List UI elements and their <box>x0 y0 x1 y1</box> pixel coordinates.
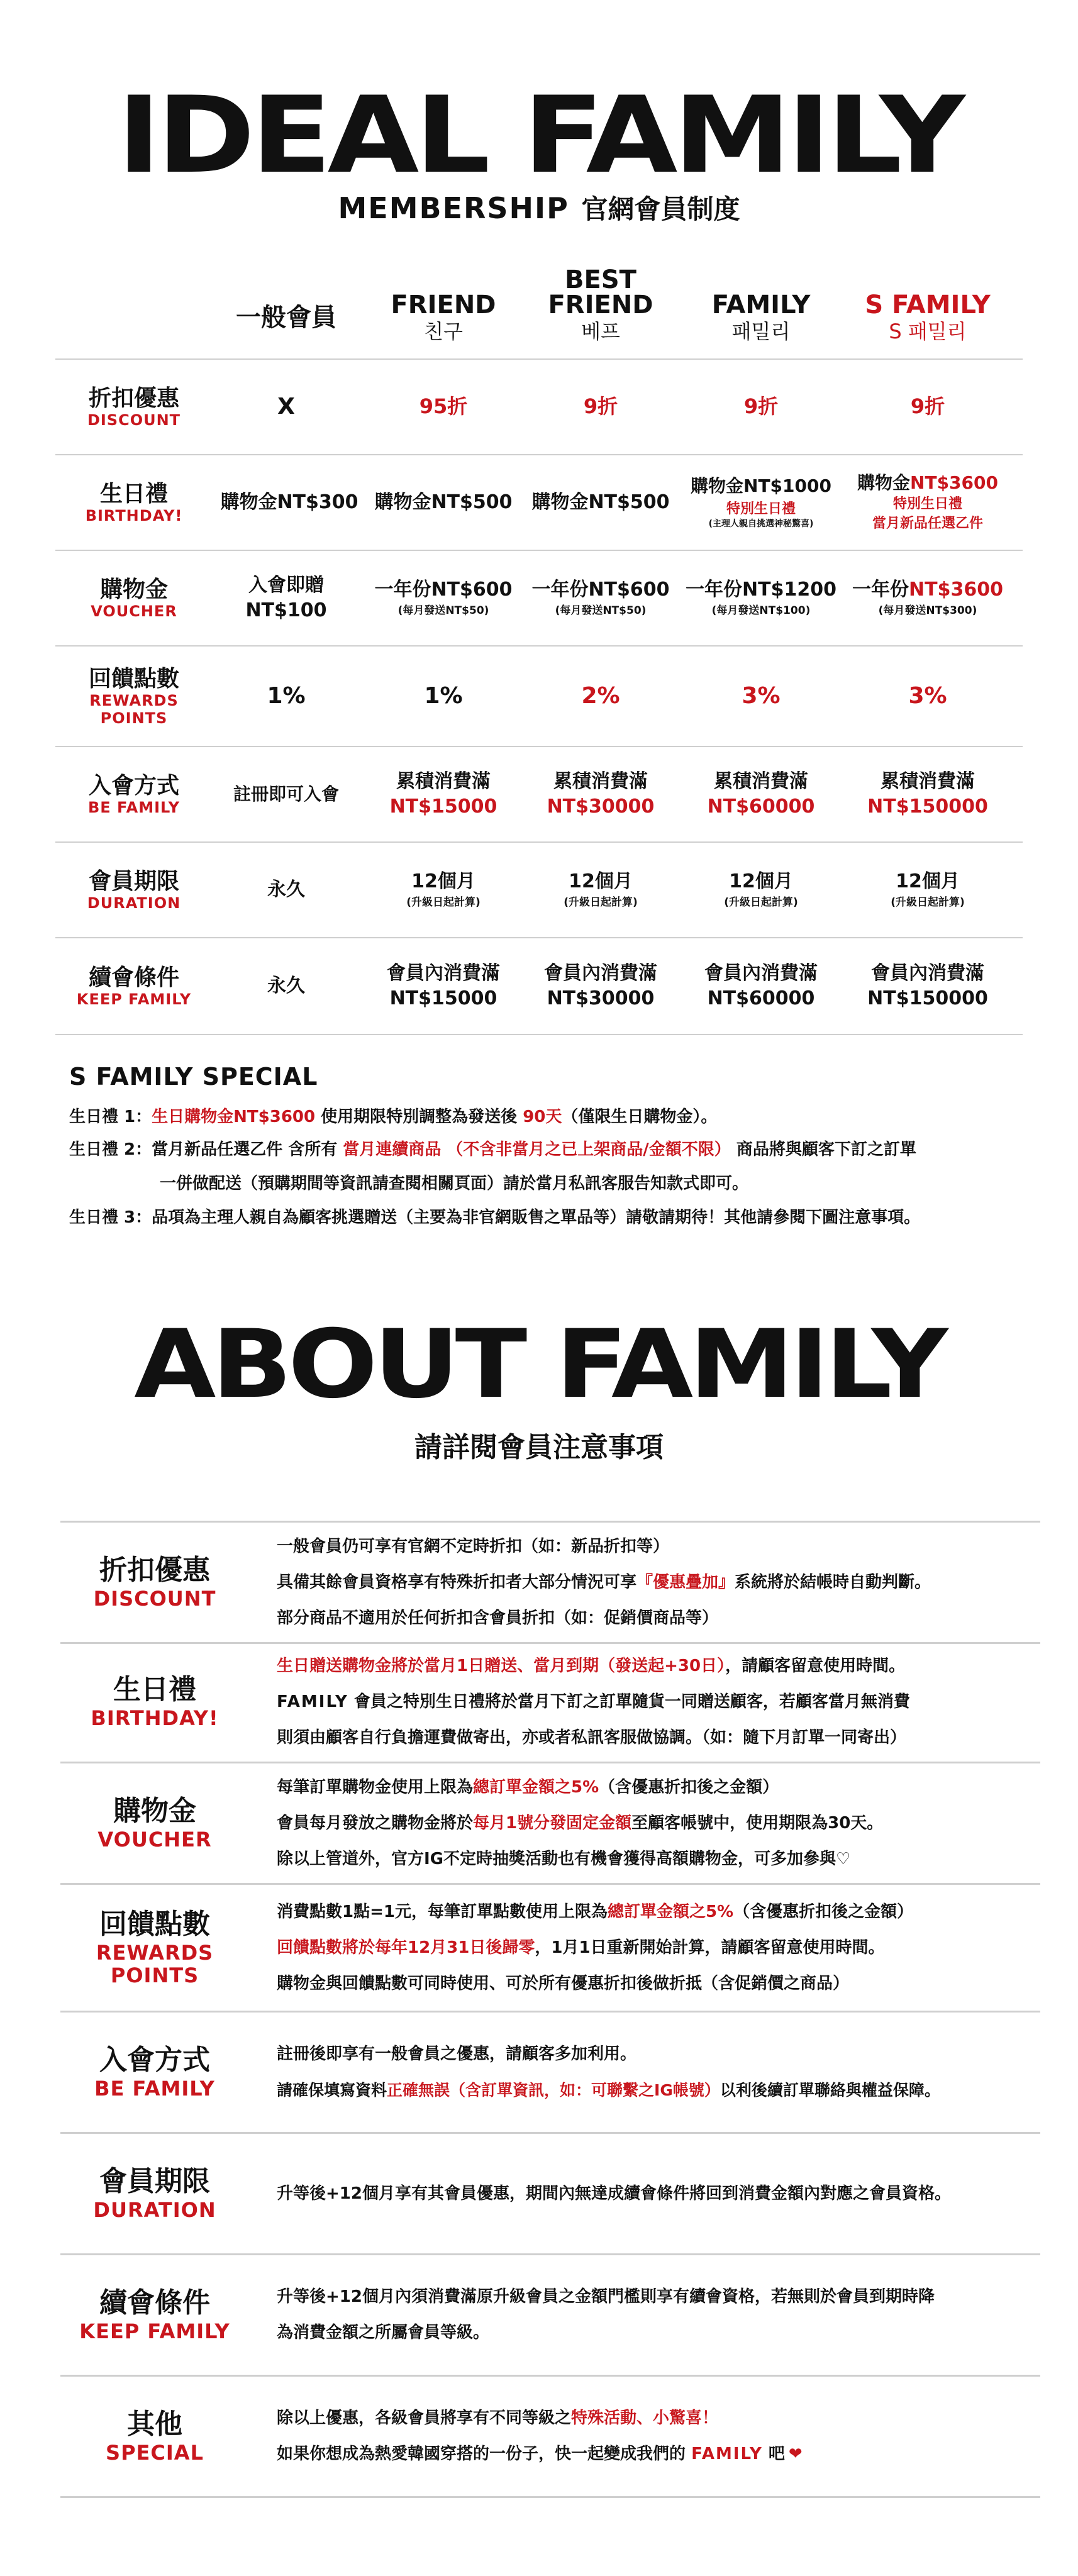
text: 除以上優惠，各級會員將享有不同等級之 <box>277 2409 572 2428</box>
cell-friend <box>365 843 522 937</box>
value-note: (主理人親自挑選神秘驚喜) <box>708 518 814 529</box>
tier-header-family <box>679 264 843 346</box>
text: 使用期限特別調整為發送後 <box>315 1108 523 1126</box>
highlight: 當月連續商品 （不含非當月之已上架商品/金額不限） <box>343 1140 731 1159</box>
cell-general: 永久 <box>267 878 305 901</box>
label-en-2: POINTS <box>110 1963 199 1988</box>
value-amount: NT$3600 <box>909 579 1003 601</box>
label-en: REWARDS <box>96 1940 214 1965</box>
label-en: DISCOUNT <box>93 1587 216 1611</box>
label-en: KEEP FAMILY <box>79 2319 230 2343</box>
row-label <box>55 647 213 746</box>
cell-friend <box>365 551 522 645</box>
cell-best-friend: 購物金NT$500 <box>531 491 670 513</box>
label-en: VOUCHER <box>91 602 177 620</box>
text: （含優惠折扣後之金額） <box>599 1777 779 1797</box>
tier-s-family-ko: S 패밀리 <box>889 319 967 344</box>
text-line <box>277 1565 931 1601</box>
value: 會員內消費滿 <box>871 962 984 984</box>
row-label <box>55 360 213 454</box>
cell-friend: 1% <box>424 682 463 709</box>
cell-friend <box>365 938 522 1034</box>
cell-best-friend <box>522 938 679 1034</box>
value-amount: NT$150000 <box>867 796 988 818</box>
cell-family <box>679 843 843 937</box>
text-line: 註冊後即享有一般會員之優惠，請顧客多加利用。 <box>277 2045 637 2063</box>
heart-icon: ❤ <box>788 2445 803 2463</box>
text: 生日禮 1： <box>69 1108 152 1126</box>
row-points <box>55 647 1023 747</box>
about-label <box>60 1642 249 1762</box>
label-en: BE FAMILY <box>87 798 180 816</box>
value-extra-2: 當月新品任選乙件 <box>872 515 983 531</box>
label-zh: 入會方式 <box>99 2044 210 2077</box>
value-note: (每月發送NT$50) <box>555 604 647 617</box>
label-zh: 折扣優惠 <box>88 385 179 411</box>
highlight: 特殊活動、小驚喜！ <box>571 2409 719 2428</box>
value <box>852 577 1003 603</box>
text: 系統將於結帳時自動判斷。 <box>735 1572 931 1592</box>
value-note: (升級日起計算) <box>564 896 638 909</box>
tier-family-en: FAMILY <box>711 291 811 320</box>
label-zh: 回饋點數 <box>99 1907 210 1940</box>
about-label <box>60 1885 249 2011</box>
text-line <box>277 1930 913 1966</box>
tier-header-s-family <box>843 264 1013 346</box>
value-note: (升級日起計算) <box>406 896 481 909</box>
row-duration <box>55 843 1023 938</box>
value: 12個月 <box>569 870 633 892</box>
cell-s-family: 9折 <box>910 394 945 419</box>
membership-label-zh: 官網會員制度 <box>581 194 740 225</box>
cell-general: 永久 <box>267 974 305 997</box>
value-extra: 特別生日禮 <box>892 496 962 513</box>
highlight: 『優惠疊加』 <box>636 1572 735 1592</box>
cell-general: X <box>277 393 295 419</box>
label-en: BIRTHDAY! <box>85 506 183 525</box>
tier-general-label: 一般會員 <box>236 303 336 332</box>
row-label <box>55 747 213 841</box>
value-amount: NT$15000 <box>389 796 497 818</box>
brand-word: FAMILY <box>691 2445 763 2463</box>
text-line <box>277 2436 803 2472</box>
value-2: NT$100 <box>245 599 327 621</box>
cell-best-friend <box>522 843 679 937</box>
label-zh: 續會條件 <box>99 2287 210 2319</box>
value-extra: 特別生日禮 <box>726 501 796 517</box>
text: 會員每月發放之購物金將於 <box>277 1813 474 1833</box>
about-label <box>60 2012 249 2132</box>
s-family-special-title: S FAMILY SPECIAL <box>69 1063 318 1091</box>
cell-s-family <box>843 551 1013 645</box>
cell-general: 註冊即可入會 <box>233 784 339 805</box>
about-label <box>60 1523 249 1642</box>
about-text <box>277 1885 913 2011</box>
row-label <box>55 843 213 937</box>
tier-header-best-friend <box>522 258 679 346</box>
label-zh: 其他 <box>127 2408 182 2441</box>
cell-friend: 95折 <box>419 394 468 419</box>
about-join <box>60 2012 1040 2134</box>
row-discount <box>55 360 1023 455</box>
row-label <box>55 455 213 550</box>
label-zh: 會員期限 <box>99 2165 210 2198</box>
value: 12個月 <box>411 870 475 892</box>
tier-family-ko: 패밀리 <box>731 319 791 344</box>
highlight: 生日購物金NT$3600 <box>152 1108 316 1126</box>
tier-header-general <box>217 264 355 333</box>
value-note: (每月發送NT$50) <box>397 604 489 617</box>
value-amount: NT$60000 <box>707 987 815 1009</box>
value-note: (每月發送NT$100) <box>711 604 811 617</box>
cell-family <box>679 747 843 841</box>
value-amount: NT$150000 <box>867 987 988 1009</box>
about-text <box>277 2134 951 2253</box>
value-amount: NT$30000 <box>547 796 655 818</box>
about-label <box>60 2377 249 2496</box>
text-line: 則須由顧客自行負擔運費做寄出，亦或者私訊客服做協調。（如：隨下月訂單一同寄出） <box>277 1728 907 1747</box>
membership-label-en: MEMBERSHIP <box>338 191 569 225</box>
text-line: 為消費金額之所屬會員等級。 <box>277 2323 490 2342</box>
cell-best-friend: 9折 <box>583 394 618 419</box>
highlight: 正確無誤（含訂單資訊，如：可聯繫之IG帳號） <box>387 2081 720 2099</box>
text: 請確保填寫資料 <box>277 2081 387 2099</box>
row-label <box>55 551 213 645</box>
cell-family <box>679 551 843 645</box>
value: 一年份NT$1200 <box>686 579 836 601</box>
special-line-4: 生日禮 3：品項為主理人親自為顧客挑選贈送（主要為非官網販售之單品等）請敬請期待！其他請參閱下圖注意事項。 <box>69 1208 921 1227</box>
about-label <box>60 2134 249 2253</box>
tier-best-friend-ko: 베프 <box>581 319 620 344</box>
about-text <box>277 1763 883 1883</box>
about-subtitle: 請詳閱會員注意事項 <box>414 1431 664 1463</box>
tier-friend-ko: 친구 <box>424 319 463 344</box>
cell-best-friend <box>522 551 679 645</box>
label-zh: 生日禮 <box>113 1674 196 1706</box>
label-en: DURATION <box>93 2198 216 2222</box>
highlight: 生日贈送購物金將於當月1日贈送、當月到期（發送起+30日） <box>277 1656 726 1675</box>
cell-general: 購物金NT$300 <box>220 491 358 513</box>
special-line-1 <box>69 1107 717 1128</box>
text-line <box>277 1770 883 1806</box>
label-en: VOUCHER <box>97 1828 212 1852</box>
label-zh: 折扣優惠 <box>99 1554 210 1587</box>
about-text <box>277 1642 910 1762</box>
value: 累積消費滿 <box>714 770 808 792</box>
label-zh: 入會方式 <box>88 772 179 799</box>
highlight: 總訂單金額之5% <box>607 1902 734 1921</box>
text: ，1月1日重新開始計算，請顧客留意使用時間。 <box>535 1938 885 1957</box>
value: 累積消費滿 <box>396 770 491 792</box>
value-note: (升級日起計算) <box>891 896 965 909</box>
value-amount: NT$3600 <box>910 472 998 494</box>
cell-family: 9折 <box>743 394 779 419</box>
about-text <box>277 2255 935 2375</box>
about-label <box>60 1763 249 1883</box>
value-prefix: 一年份 <box>852 579 909 601</box>
text: 會員之特別生日禮將於當月下訂之訂單隨貨一同贈送顧客，若顧客當月無消費 <box>348 1692 910 1711</box>
value-note: (升級日起計算) <box>724 896 798 909</box>
cell-friend: 購物金NT$500 <box>374 491 513 513</box>
value: 會員內消費滿 <box>544 962 657 984</box>
about-birthday <box>60 1642 1040 1763</box>
row-keep-family <box>55 938 1023 1035</box>
text: （僅限生日購物金）。 <box>562 1108 718 1126</box>
row-join <box>55 747 1023 843</box>
text: 如果你想成為熱愛韓國穿搭的一份子，快一起變成我們的 <box>277 2445 692 2463</box>
text-line: 升等後+12個月享有其會員優惠，期間內無達成續會條件將回到消費金額內對應之會員資格。 <box>277 2184 951 2203</box>
text: 吧 <box>762 2445 785 2463</box>
value: 12個月 <box>896 870 960 892</box>
cell-s-family: 3% <box>908 682 947 709</box>
highlight: 每月1號分發固定金額 <box>473 1813 632 1833</box>
label-en: DISCOUNT <box>87 411 181 429</box>
row-voucher <box>55 551 1023 647</box>
value-amount: NT$60000 <box>707 796 815 818</box>
about-keep-family <box>60 2255 1040 2377</box>
cell-family <box>679 938 843 1034</box>
value: 12個月 <box>729 870 793 892</box>
tier-best-friend-en: BEST FRIEND <box>548 265 653 320</box>
cell-s-family <box>843 455 1013 550</box>
text: 生日禮 2：當月新品任選乙件 含所有 <box>69 1140 343 1159</box>
label-en: KEEP FAMILY <box>76 990 192 1008</box>
value: 購物金NT$1000 <box>691 475 831 497</box>
text-line: 一般會員仍可享有官網不定時折扣（如：新品折扣等） <box>277 1536 670 1556</box>
highlight: 總訂單金額之5% <box>473 1777 599 1797</box>
value: 一年份NT$600 <box>531 579 670 601</box>
text: 每筆訂單購物金使用上限為 <box>277 1777 474 1797</box>
brand-word: FAMILY <box>277 1692 348 1711</box>
value: 一年份NT$600 <box>374 579 513 601</box>
text-line: 除以上管道外，官方IG不定時抽獎活動也有機會獲得高額購物金，可多加參與♡ <box>277 1849 851 1868</box>
text-line <box>277 1894 913 1930</box>
about-duration <box>60 2134 1040 2255</box>
cell-s-family <box>843 938 1013 1034</box>
value: 累積消費滿 <box>553 770 648 792</box>
text: 消費點數1點=1元，每筆訂單點數使用上限為 <box>277 1902 608 1921</box>
value-amount: NT$30000 <box>547 987 655 1009</box>
text: ，請顧客留意使用時間。 <box>725 1656 906 1675</box>
about-discount <box>60 1521 1040 1644</box>
highlight: 90天 <box>523 1108 562 1126</box>
text-line <box>277 2401 803 2436</box>
cell-friend <box>365 747 522 841</box>
cell-best-friend: 2% <box>581 682 620 709</box>
label-en: REWARDS <box>89 692 179 709</box>
cell-s-family <box>843 747 1013 841</box>
row-label <box>55 938 213 1034</box>
label-en-2: POINTS <box>100 709 168 727</box>
highlight: 回饋點數將於每年12月31日後歸零 <box>277 1938 535 1957</box>
text-line <box>277 1806 883 1841</box>
text-line <box>277 2072 940 2108</box>
title-about-family: ABOUT FAMILY <box>134 1310 944 1419</box>
label-zh: 購物金 <box>99 576 168 602</box>
about-special <box>60 2377 1040 2498</box>
text: 商品將與顧客下訂之訂單 <box>730 1140 916 1159</box>
about-text <box>277 2377 803 2496</box>
value-note: (每月發送NT$300) <box>878 604 977 617</box>
tier-header-friend <box>365 264 522 346</box>
cell-s-family <box>843 843 1013 937</box>
cell-best-friend <box>522 747 679 841</box>
about-text <box>277 2012 940 2132</box>
label-zh: 生日禮 <box>99 480 168 507</box>
value-amount: NT$15000 <box>389 987 497 1009</box>
text-line <box>277 1684 910 1720</box>
special-line-3: 一併做配送（預購期間等資訊請查閱相關頁面）請於當月私訊客服告知款式即可。 <box>160 1174 749 1193</box>
value <box>857 471 998 495</box>
value: 會員內消費滿 <box>387 962 500 984</box>
value: 入會即贈 <box>248 574 324 596</box>
label-zh: 會員期限 <box>88 868 179 894</box>
value: 累積消費滿 <box>881 770 975 792</box>
label-en: DURATION <box>87 894 181 912</box>
text: 以利後續訂單聯絡與權益保障。 <box>720 2081 940 2099</box>
cell-general <box>217 551 355 645</box>
value-prefix: 購物金 <box>857 472 911 494</box>
label-zh: 購物金 <box>113 1795 196 1828</box>
label-en: BE FAMILY <box>94 2077 215 2101</box>
about-label <box>60 2255 249 2375</box>
tier-friend-en: FRIEND <box>391 291 496 320</box>
label-zh: 回饋點數 <box>88 665 179 692</box>
cell-general: 1% <box>267 682 306 709</box>
membership-subtitle <box>0 189 1078 226</box>
text: 至顧客帳號中，使用期限為30天。 <box>631 1813 884 1833</box>
about-voucher <box>60 1763 1040 1885</box>
text-line: 升等後+12個月內須消費滿原升級會員之金額門檻則享有續會資格，若無則於會員到期時降 <box>277 2287 935 2306</box>
label-zh: 續會條件 <box>88 964 179 991</box>
text: （含優惠折扣後之金額） <box>733 1902 914 1921</box>
about-text <box>277 1523 931 1642</box>
title-ideal-family: IDEAL FAMILY <box>117 74 961 197</box>
text-line: 部分商品不適用於任何折扣含會員折扣（如：促銷價商品等） <box>277 1608 719 1628</box>
about-points <box>60 1885 1040 2012</box>
label-en: SPECIAL <box>106 2441 204 2465</box>
cell-family: 3% <box>742 682 781 709</box>
value: 會員內消費滿 <box>704 962 818 984</box>
text-line: 購物金與回饋點數可同時使用、可於所有優惠折扣後做折抵（含促銷價之商品） <box>277 1974 850 1993</box>
special-line-2 <box>69 1140 916 1161</box>
row-birthday <box>55 455 1023 551</box>
tier-s-family-en: S FAMILY <box>865 291 991 320</box>
text-line <box>277 1648 910 1684</box>
label-en: BIRTHDAY! <box>91 1706 219 1730</box>
cell-family <box>679 455 843 550</box>
text: 具備其餘會員資格享有特殊折扣者大部分情況可享 <box>277 1572 637 1592</box>
